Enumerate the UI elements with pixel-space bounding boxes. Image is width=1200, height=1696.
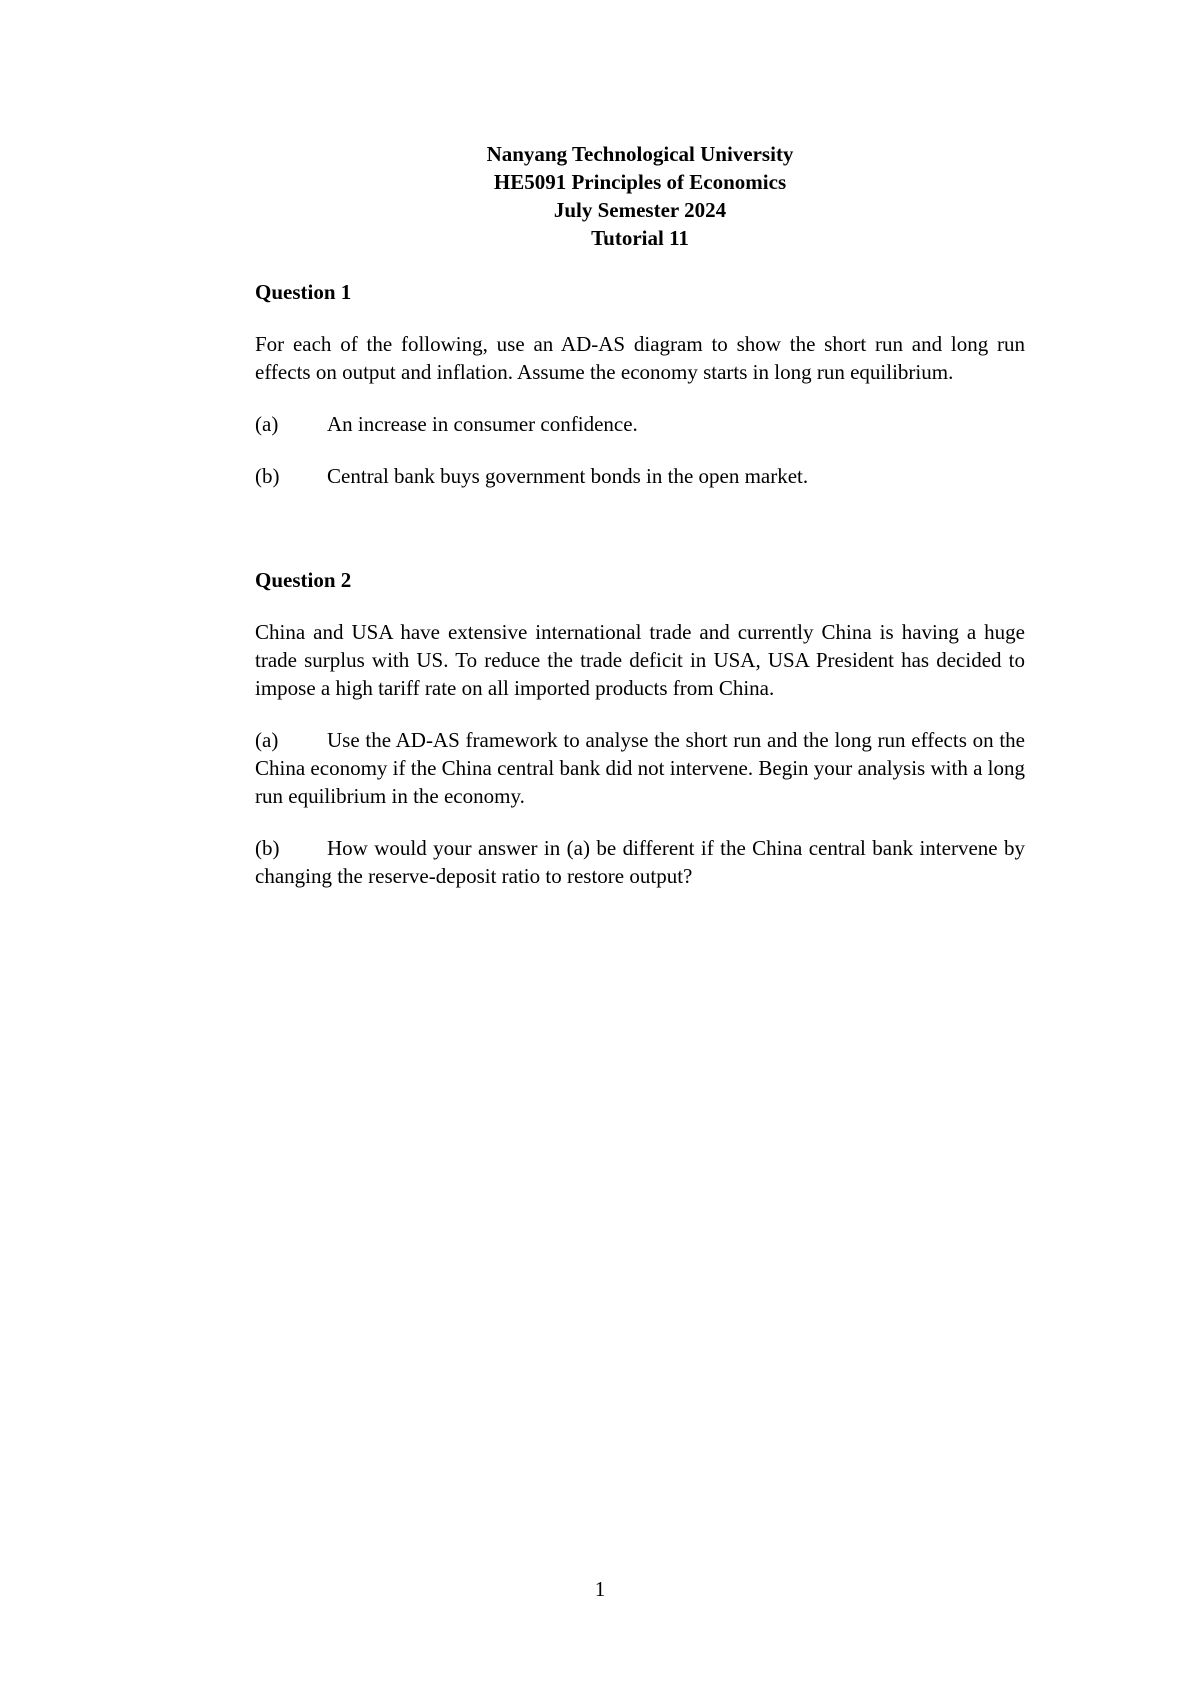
semester-title: July Semester 2024 xyxy=(553,198,727,222)
institution-title: Nanyang Technological University xyxy=(486,142,794,166)
part-text: An increase in consumer confidence. xyxy=(327,412,638,436)
part-label: (b) xyxy=(255,464,280,488)
part-text: Use the AD-AS framework to analyse the short run and the long run effects on the China economy if the China central bank did not intervene. Begin your analysis with a long run equilibrium in the economy. xyxy=(255,728,1025,808)
part-label: (b) xyxy=(255,836,280,860)
question-2-part-b xyxy=(255,834,1025,890)
part-text: Central bank buys government bonds in the open market. xyxy=(327,464,809,488)
page-number: 1 xyxy=(594,1577,606,1601)
tutorial-title: Tutorial 11 xyxy=(591,226,689,250)
document-page xyxy=(255,140,1025,890)
question-2-title: Question 2 xyxy=(255,568,352,592)
course-title: HE5091 Principles of Economics xyxy=(493,170,787,194)
part-label: (a) xyxy=(255,412,279,436)
question-1-part-a xyxy=(255,410,1025,438)
question-1-title: Question 1 xyxy=(255,280,352,304)
part-text: How would your answer in (a) be different if the China central bank intervene by changing the reserve-deposit ratio to restore output? xyxy=(255,836,1025,888)
question-1-intro: For each of the following, use an AD-AS diagram to show the short run and long run effects on output and inflation. Assume the economy starts in long run equilibrium. xyxy=(255,332,1025,384)
document-header xyxy=(255,140,1025,252)
part-label: (a) xyxy=(255,728,279,752)
question-1-part-b xyxy=(255,462,1025,490)
question-2-part-a xyxy=(255,726,1025,810)
question-2-intro: China and USA have extensive international trade and currently China is having a huge trade surplus with US. To reduce the trade deficit in USA, USA President has decided to impose a high tariff rate on all imported products from China. xyxy=(255,620,1025,700)
